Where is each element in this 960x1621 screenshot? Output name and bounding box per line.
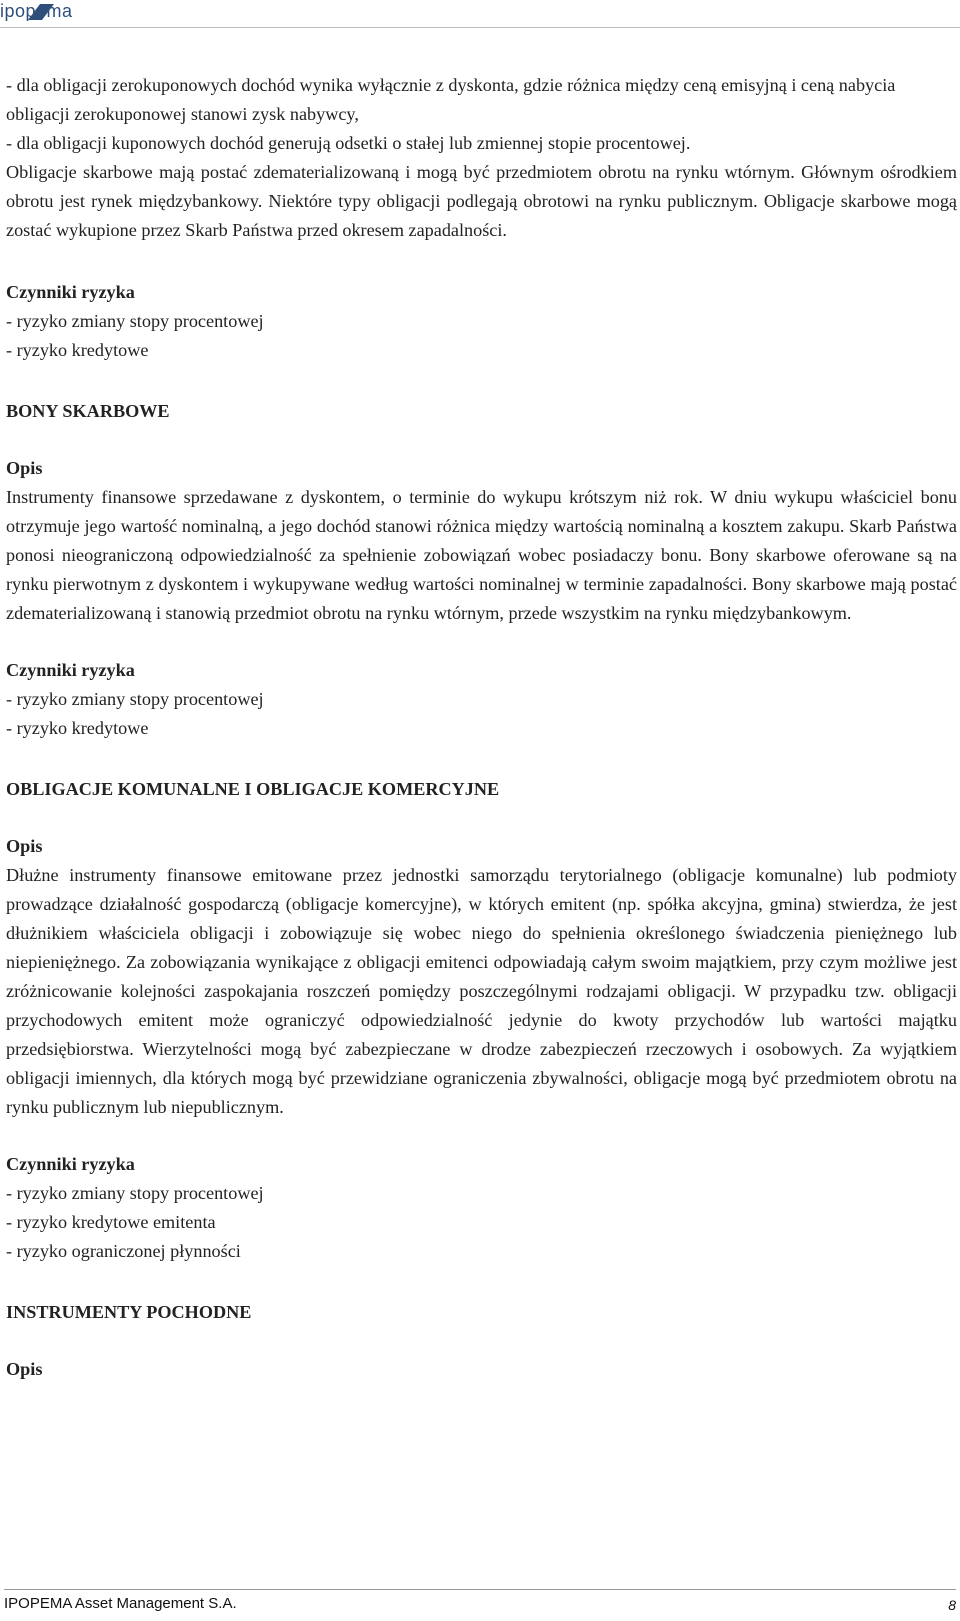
risk-item: - ryzyko kredytowe emitenta <box>6 1212 216 1232</box>
header-divider <box>0 27 960 28</box>
opis-label: Opis <box>6 1359 43 1379</box>
intro-paragraph: Obligacje skarbowe mają postać zdematerializowaną i mogą być przedmiotem obrotu na rynku wtórnym. Głównym ośrodkiem obrotu jest rynek międzybankowy. Niektóre typy obligacji podlegają obrotowi na rynku publicznym. Obligacje skarbowe mogą zostać wykupione przez Skarb Państwa przed okresem zapadalności. <box>6 162 957 240</box>
opis-label: Opis <box>6 836 43 856</box>
risk-item: - ryzyko kredytowe <box>6 340 149 360</box>
intro-line-2: - dla obligacji kuponowych dochód generują odsetki o stałej lub zmiennej stopie procentowej. <box>6 133 691 153</box>
ipopema-logo <box>0 0 120 24</box>
risk-heading-3: Czynniki ryzyka <box>6 1154 135 1174</box>
risk-heading-2: Czynniki ryzyka <box>6 660 135 680</box>
bony-description: Instrumenty finansowe sprzedawane z dyskontem, o terminie do wykupu krótszym niż rok. W dniu wykupu właściciel bonu otrzymuje jego wartość nominalną, a jego dochód stanowi różnica między wartością nominalną a kosztem zakupu. Skarb Państwa ponosi nieograniczoną odpowiedzialność za spełnienie zobowiązań wobec posiadaczy bonu. Bony skarbowe oferowane są na rynku pierwotnym z dyskontem i wykupywane według wartości nominalnej w terminie zapadalności. Bony skarbowe mają postać zdematerializowaną i stanowią przedmiot obrotu na rynku wtórnym, przede wszystkim na rynku międzybankowym. <box>6 487 957 623</box>
logo-text: ipopema <box>0 1 73 21</box>
footer-divider <box>4 1589 956 1590</box>
opis-label: Opis <box>6 458 43 478</box>
risk-item: - ryzyko kredytowe <box>6 718 149 738</box>
komunalne-description: Dłużne instrumenty finansowe emitowane przez jednostki samorządu terytorialnego (obligacje komunalne) lub podmioty prowadzące działalność gospodarczą (obligacje komercyjne), w których emitent (np. spółka akcyjna, gmina) stwierdza, że jest dłużnikiem właściciela obligacji i zobowiązuje się wobec niego do spełnienia określonego świadczenia pieniężnego lub niepieniężnego. Za zobowiązania wynikające z obligacji emitenci odpowiadają całym swoim majątkiem, przy czym możliwe jest zróżnicowanie kolejności zaspokajania roszczeń pomiędzy poszczególnymi rodzajami obligacji. W przypadku tzw. obligacji przychodowych emitent może ograniczyć odpowiedzialność jedynie do kwoty przychodów lub wartości majątku przedsiębiorstwa. Wierzytelności mogą być zabezpieczane w drodze zabezpieczeń rzeczowych i osobowych. Za wyjątkiem obligacji imiennych, dla których mogą być przewidziane ograniczenia zbywalności, obligacje mogą być przedmiotem obrotu na rynku publicznym lub niepublicznym. <box>6 865 957 1117</box>
page-footer <box>4 1593 956 1617</box>
section-title-bony: BONY SKARBOWE <box>6 401 170 421</box>
risk-item: - ryzyko ograniczonej płynności <box>6 1241 241 1261</box>
risk-item: - ryzyko zmiany stopy procentowej <box>6 1183 264 1203</box>
risk-heading-1: Czynniki ryzyka <box>6 282 135 302</box>
section-title-pochodne: INSTRUMENTY POCHODNE <box>6 1302 252 1322</box>
page-number: 8 <box>948 1597 956 1613</box>
risk-item: - ryzyko zmiany stopy procentowej <box>6 689 264 709</box>
risk-item: - ryzyko zmiany stopy procentowej <box>6 311 264 331</box>
footer-company: IPOPEMA Asset Management S.A. <box>4 1595 237 1612</box>
document-body <box>6 71 957 1384</box>
intro-line-1: - dla obligacji zerokuponowych dochód wynika wyłącznie z dyskonta, gdzie różnica między ceną emisyjną i ceną nabycia obligacji zerokuponowej stanowi zysk nabywcy, <box>6 75 896 124</box>
section-title-komunalne: OBLIGACJE KOMUNALNE I OBLIGACJE KOMERCYJNE <box>6 779 500 799</box>
